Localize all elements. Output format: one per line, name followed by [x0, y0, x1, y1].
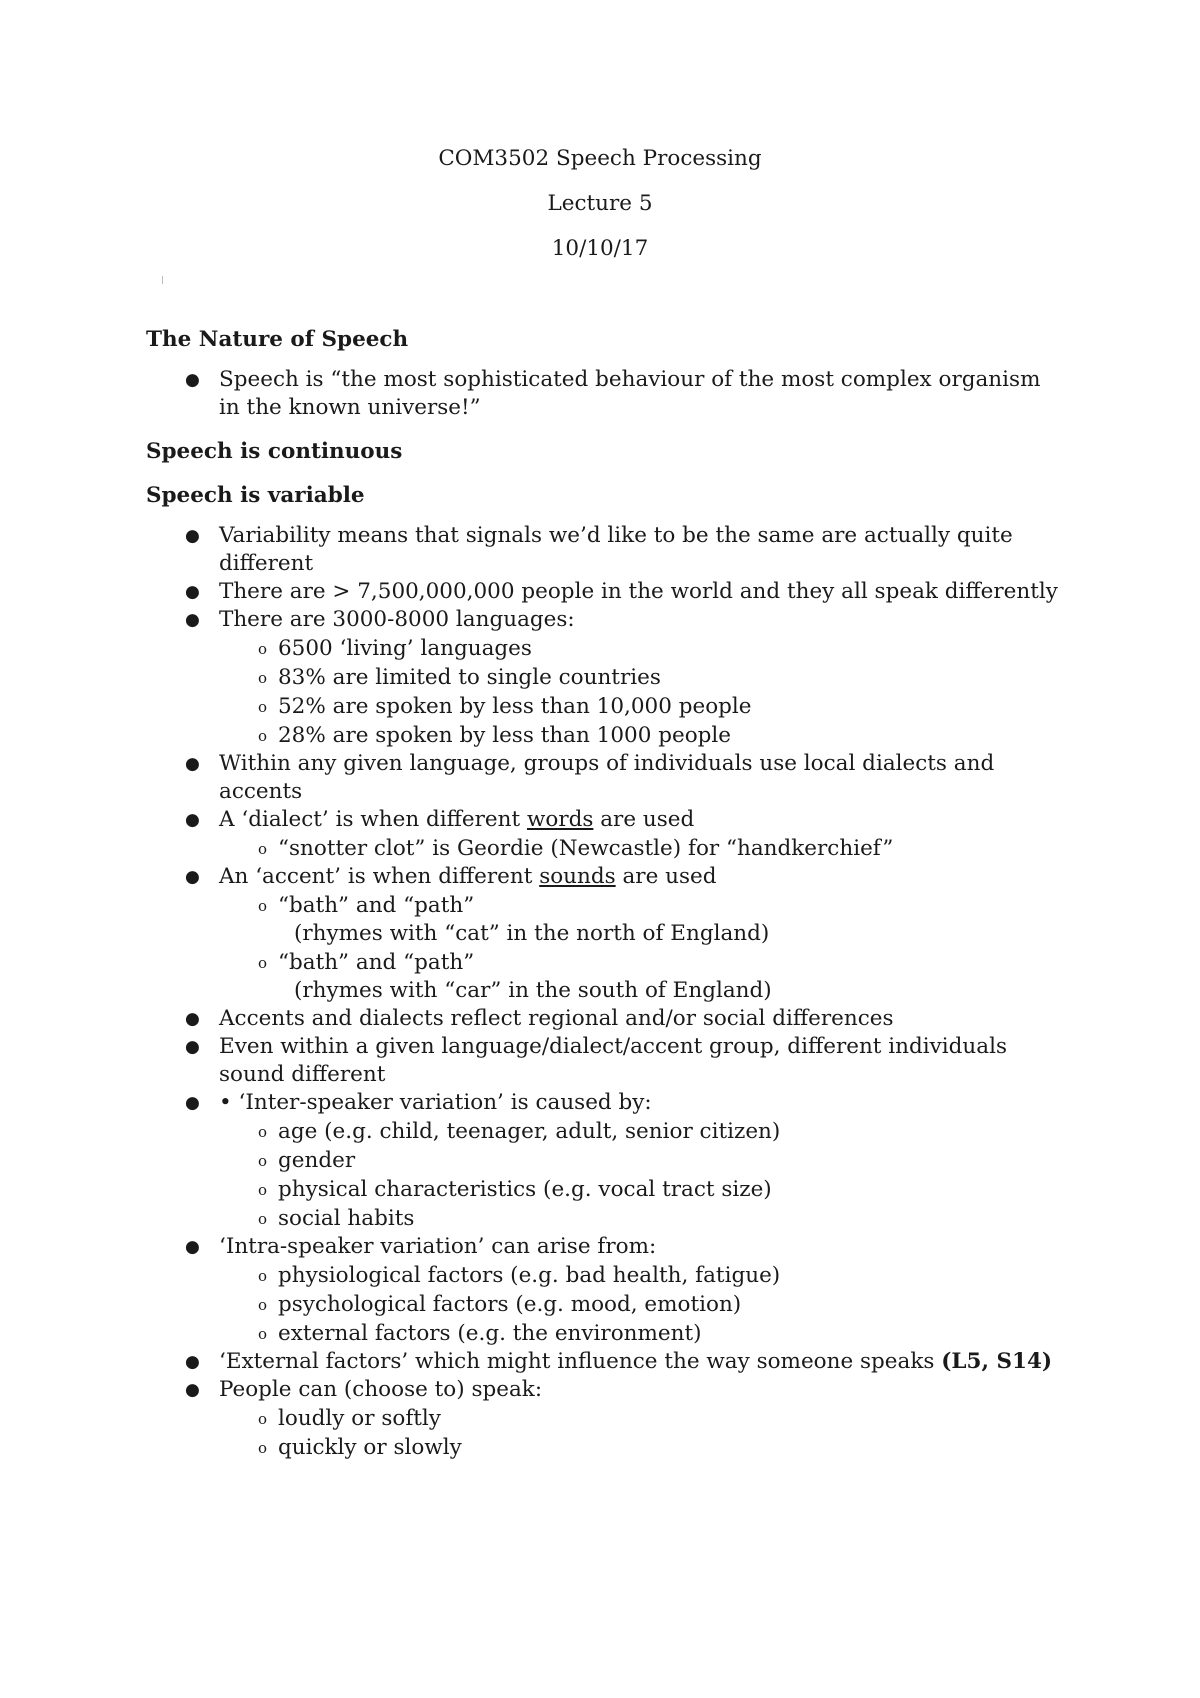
sub-list-item: o gender	[146, 1146, 1066, 1175]
heading-continuous: Speech is continuous	[146, 439, 403, 464]
circle-bullet-icon: o	[258, 840, 268, 858]
list-item: ● Accents and dialects reflect regional and/or social differences	[185, 1006, 894, 1031]
circle-bullet-icon: o	[258, 1152, 268, 1170]
circle-bullet-icon: o	[258, 1181, 268, 1199]
list-item: ● Within any given language, groups of individuals use local dialects and accents	[185, 751, 995, 804]
list-item: ● Speech is “the most sophisticated behaviour of the most complex organism in the known universe!”	[185, 367, 1041, 420]
continuation-line: (rhymes with “car” in the south of England)	[294, 978, 772, 1003]
circle-bullet-icon: o	[258, 1296, 268, 1314]
bullet-icon: ●	[185, 1380, 200, 1400]
sub-list-item: o “snotter clot” is Geordie (Newcastle) for “handkerchief”	[146, 834, 1066, 863]
heading-variable: Speech is variable	[146, 483, 365, 508]
sub-list-item: o 6500 ‘living’ languages	[146, 634, 1066, 663]
bullet-icon: ●	[185, 1009, 200, 1029]
list-item: ● There are > 7,500,000,000 people in the world and they all speak differently	[185, 579, 1058, 604]
sub-list	[219, 891, 1066, 1005]
heading-nature: The Nature of Speech	[146, 327, 409, 352]
continuation-line: (rhymes with “cat” in the north of England)	[294, 921, 770, 946]
sub-list-item: o “bath” and “path”	[146, 891, 1066, 920]
bullet-icon: ●	[185, 1352, 200, 1372]
sub-list	[219, 1117, 1066, 1233]
sub-list	[219, 834, 1066, 863]
sub-list-item: o loudly or softly	[146, 1404, 1066, 1433]
bullet-icon: ●	[185, 610, 200, 630]
sub-list-item: o psychological factors (e.g. mood, emotion)	[146, 1290, 1066, 1319]
list-item: ● There are 3000-8000 languages: o 6500 ‘living’ languages o 83% are limited to single countries o 52% are spoken by less than 10,000 people o 28% are spoken by less than 1000 people	[146, 606, 1066, 750]
bullet-icon: ●	[185, 867, 200, 887]
lecture-number: Lecture 5	[547, 191, 653, 216]
document-body	[146, 326, 1066, 1462]
underlined-word: sounds	[539, 864, 616, 889]
sub-list	[219, 1404, 1066, 1462]
sub-list-item: o 83% are limited to single countries	[146, 663, 1066, 692]
sub-list	[219, 1261, 1066, 1348]
list-item: ● An ‘accent’ is when different sounds are used o “bath” and “path” (rhymes with “cat” in the north of England) o “bath” and “path” (rhymes with “car” in the south of England)	[146, 863, 1066, 1005]
sub-list-item: o social habits	[146, 1204, 1066, 1233]
lecture-date: 10/10/17	[551, 236, 649, 261]
list-item: ● • ‘Inter-speaker variation’ is caused by: o age (e.g. child, teenager, adult, senior citizen) o gender o physical characteristics (e.g. vocal tract size) o social habits	[146, 1089, 1066, 1233]
circle-bullet-icon: o	[258, 1210, 268, 1228]
sub-list-item: o physiological factors (e.g. bad health, fatigue)	[146, 1261, 1066, 1290]
circle-bullet-icon: o	[258, 1439, 268, 1457]
sub-list	[219, 634, 1066, 750]
list-item: ● A ‘dialect’ is when different words are used o “snotter clot” is Geordie (Newcastle) for “handkerchief”	[146, 806, 1066, 863]
sub-list-item: o physical characteristics (e.g. vocal tract size)	[146, 1175, 1066, 1204]
circle-bullet-icon: o	[258, 1410, 268, 1428]
circle-bullet-icon: o	[258, 897, 268, 915]
list-item: ● ‘External factors’ which might influence the way someone speaks (L5, S14)	[185, 1349, 1053, 1374]
circle-bullet-icon: o	[258, 1325, 268, 1343]
circle-bullet-icon: o	[258, 1267, 268, 1285]
list-item: ● Even within a given language/dialect/accent group, different individuals sound different	[185, 1034, 1007, 1087]
bullet-icon: ●	[185, 582, 200, 602]
bullet-icon: ●	[185, 526, 200, 546]
sub-list-item: o quickly or slowly	[146, 1433, 1066, 1462]
bullet-icon: ●	[185, 1037, 200, 1057]
cursor-mark	[162, 276, 163, 284]
bullet-icon: ●	[185, 754, 200, 774]
circle-bullet-icon: o	[258, 669, 268, 687]
bullet-icon: ●	[185, 1237, 200, 1257]
circle-bullet-icon: o	[258, 640, 268, 658]
circle-bullet-icon: o	[258, 954, 268, 972]
circle-bullet-icon: o	[258, 727, 268, 745]
course-title: COM3502 Speech Processing	[438, 146, 762, 171]
sub-list-item: o 28% are spoken by less than 1000 people	[146, 721, 1066, 750]
circle-bullet-icon: o	[258, 698, 268, 716]
list-item: ● ‘Intra-speaker variation’ can arise from: o physiological factors (e.g. bad health, fatigue) o psychological factors (e.g. mood, emotion) o external factors (e.g. the environment)	[146, 1233, 1066, 1348]
list-item: ● People can (choose to) speak: o loudly or softly o quickly or slowly	[146, 1376, 1066, 1462]
sub-list-item: o “bath” and “path”	[146, 948, 1066, 977]
sub-list-item: o age (e.g. child, teenager, adult, senior citizen)	[146, 1117, 1066, 1146]
bullet-icon: ●	[185, 370, 200, 390]
bullet-icon: ●	[185, 1093, 200, 1113]
bullet-icon: ●	[185, 810, 200, 830]
list-item: ● Variability means that signals we’d like to be the same are actually quite different	[185, 523, 1013, 576]
nature-list	[146, 366, 1066, 422]
underlined-word: words	[526, 807, 594, 832]
slide-reference: (L5, S14)	[941, 1349, 1053, 1374]
sub-list-item: o external factors (e.g. the environment)	[146, 1319, 1066, 1348]
circle-bullet-icon: o	[258, 1123, 268, 1141]
variable-list	[146, 522, 1066, 1462]
sub-list-item: o 52% are spoken by less than 10,000 people	[146, 692, 1066, 721]
